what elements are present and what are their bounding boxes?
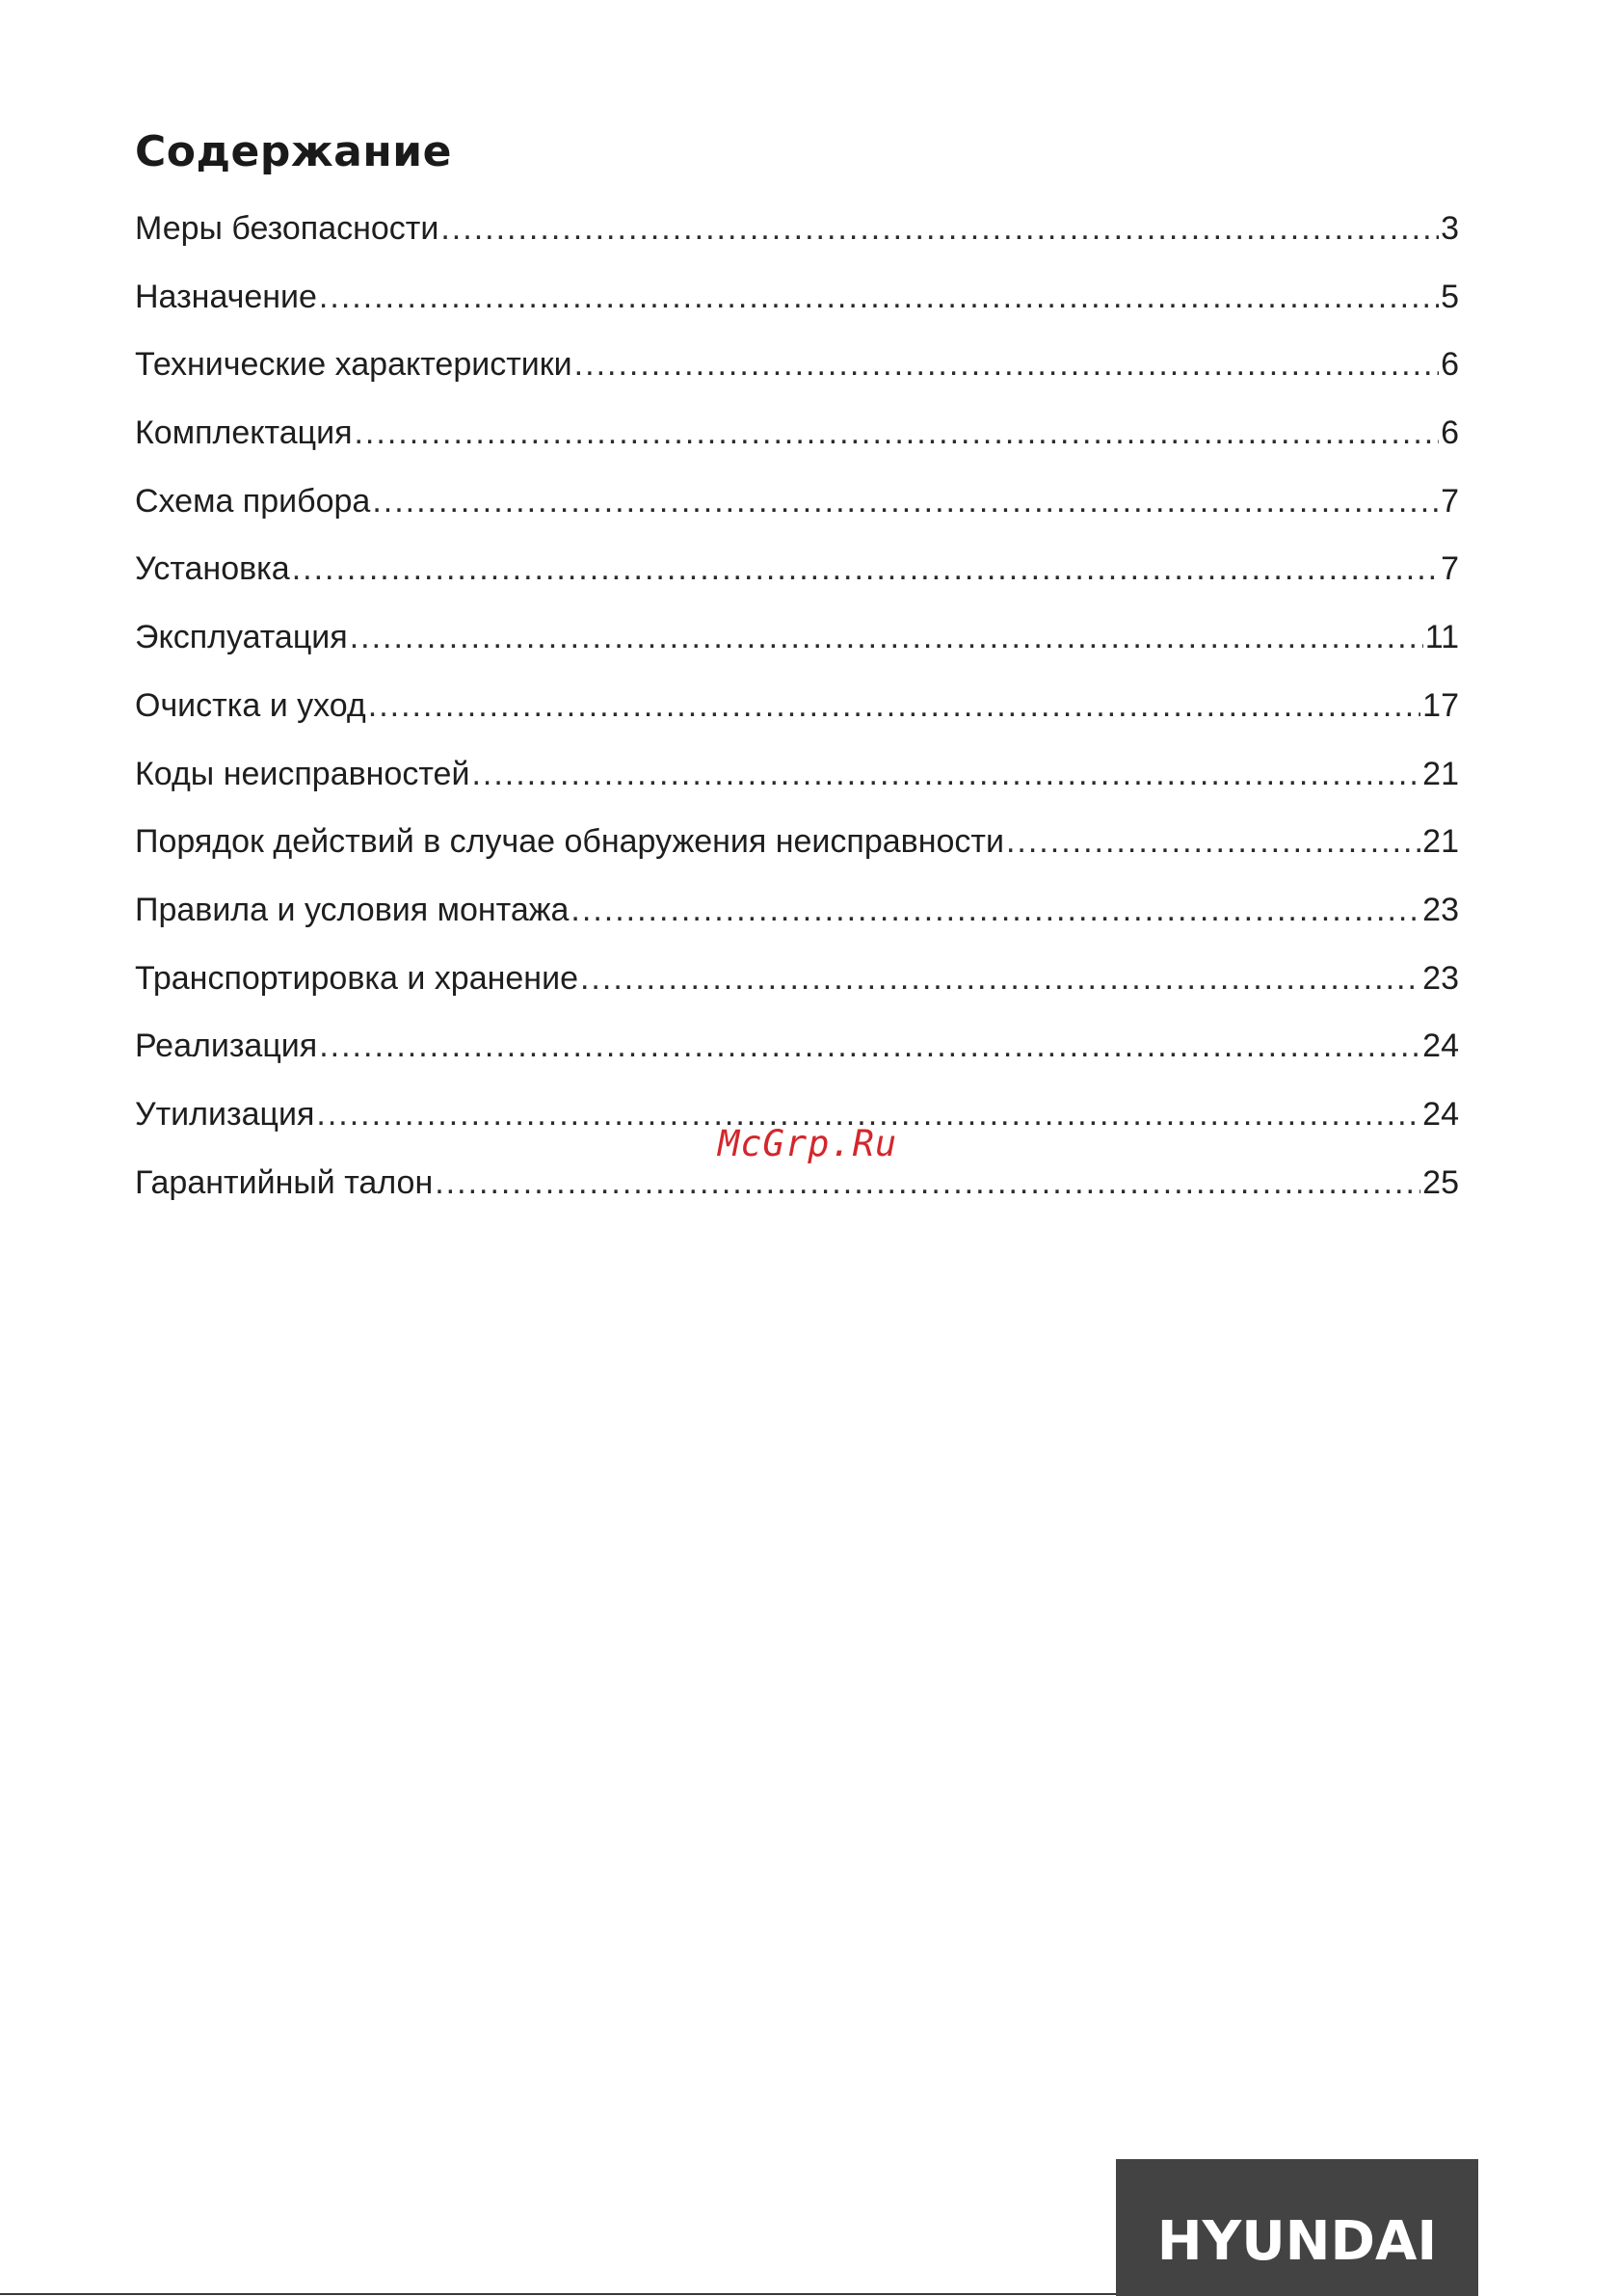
toc-item[interactable] <box>135 613 1459 681</box>
toc-item-label: Реализация <box>135 1028 318 1065</box>
toc-item-page: 23 <box>1422 959 1459 997</box>
footer-divider <box>0 2293 1116 2295</box>
toc-leader-dots <box>292 545 1439 593</box>
brand-logo: HYUNDAI <box>1156 2209 1438 2273</box>
table-of-contents <box>135 204 1459 1226</box>
toc-item[interactable] <box>135 204 1459 273</box>
toc-item[interactable] <box>135 545 1459 613</box>
toc-item[interactable] <box>135 1022 1459 1090</box>
toc-leader-dots <box>1006 817 1420 866</box>
toc-item[interactable] <box>135 273 1459 341</box>
toc-item-label: Меры безопасности <box>135 210 439 247</box>
toc-leader-dots <box>435 1159 1420 1207</box>
toc-item-page: 21 <box>1422 823 1459 861</box>
toc-item-page: 6 <box>1441 346 1459 384</box>
toc-item[interactable] <box>135 954 1459 1023</box>
toc-item[interactable] <box>135 817 1459 886</box>
toc-item[interactable] <box>135 886 1459 954</box>
toc-item-page: 3 <box>1441 210 1459 247</box>
toc-item-label: Коды неисправностей <box>135 755 470 792</box>
toc-item-label: Комплектация <box>135 414 353 452</box>
toc-item-label: Утилизация <box>135 1095 315 1133</box>
toc-item-page: 25 <box>1422 1163 1459 1201</box>
toc-item-page: 7 <box>1441 482 1459 520</box>
toc-item-page: 24 <box>1422 1028 1459 1065</box>
page-title: Содержание <box>135 127 452 176</box>
watermark: McGrp.Ru <box>718 1123 898 1164</box>
toc-leader-dots <box>574 340 1439 388</box>
toc-item[interactable] <box>135 750 1459 818</box>
toc-leader-dots <box>440 204 1439 253</box>
toc-item-label: Порядок действий в случае обнаружения неисправности <box>135 823 1004 861</box>
toc-item-label: Гарантийный талон <box>135 1163 434 1201</box>
toc-leader-dots <box>570 886 1420 934</box>
toc-leader-dots <box>580 954 1420 1002</box>
toc-item[interactable] <box>135 340 1459 409</box>
toc-item-label: Назначение <box>135 278 317 315</box>
toc-item-page: 17 <box>1422 686 1459 724</box>
toc-leader-dots <box>319 273 1439 321</box>
toc-item[interactable] <box>135 681 1459 750</box>
toc-item[interactable] <box>135 477 1459 546</box>
toc-item[interactable] <box>135 409 1459 477</box>
toc-item-page: 5 <box>1441 278 1459 315</box>
toc-leader-dots <box>368 681 1420 730</box>
toc-leader-dots <box>350 613 1423 661</box>
toc-leader-dots <box>319 1022 1420 1070</box>
toc-item-label: Очистка и уход <box>135 686 366 724</box>
toc-item-page: 11 <box>1424 619 1459 656</box>
toc-item-page: 23 <box>1422 891 1459 928</box>
toc-item-page: 24 <box>1422 1095 1459 1133</box>
toc-leader-dots <box>471 750 1420 798</box>
brand-logo-box <box>1116 2159 1478 2296</box>
toc-item-label: Эксплуатация <box>135 619 348 656</box>
toc-item-label: Технические характеристики <box>135 346 572 384</box>
toc-item-label: Схема прибора <box>135 482 371 520</box>
toc-item-label: Установка <box>135 550 290 588</box>
toc-item-page: 7 <box>1441 550 1459 588</box>
toc-item-page: 6 <box>1441 414 1459 452</box>
toc-leader-dots <box>372 477 1439 525</box>
toc-item[interactable] <box>135 1159 1459 1227</box>
toc-item-page: 21 <box>1422 755 1459 792</box>
toc-item-label: Правила и условия монтажа <box>135 891 570 928</box>
toc-leader-dots <box>354 409 1439 457</box>
toc-item-label: Транспортировка и хранение <box>135 959 578 997</box>
